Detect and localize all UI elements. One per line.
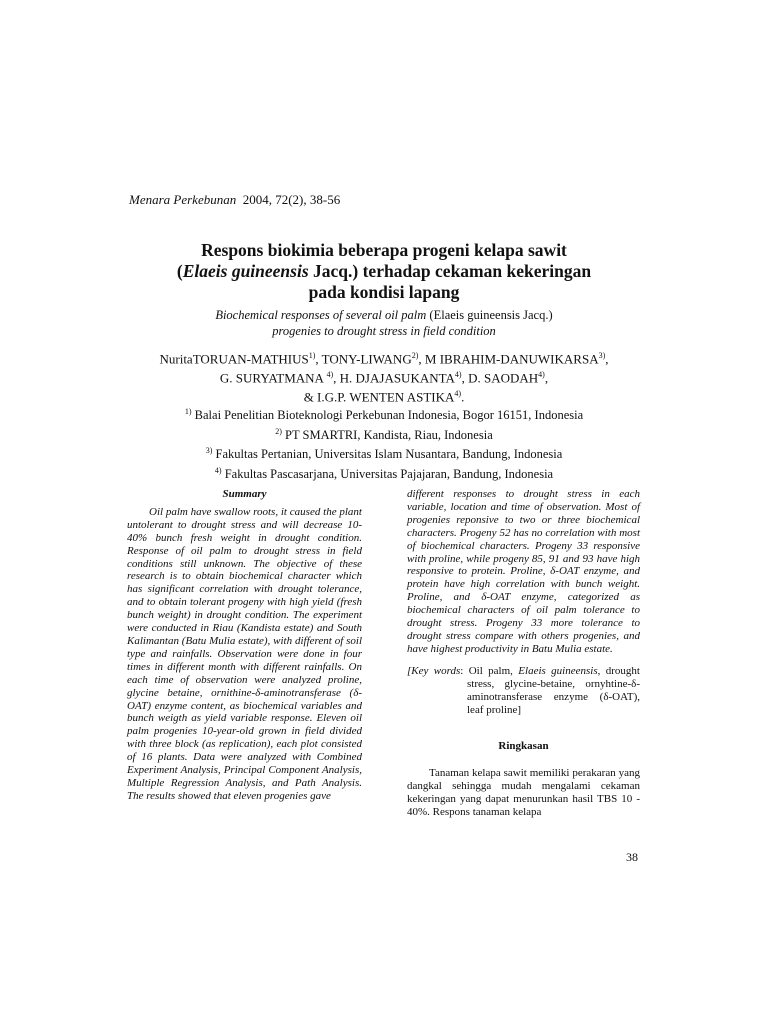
affiliation-4: $^{4)}$ Fakultas Pascasarjana, Universitas Pajajaran, Bandung, Indonesia [214, 465, 554, 482]
page-number: 38 [626, 850, 638, 864]
title-line-3: pada kondisi lapang [308, 282, 460, 302]
journal-citation [129, 192, 340, 208]
species-name: Elaeis guineensis [182, 261, 309, 281]
journal-name: Menara Perkebunan [129, 192, 237, 207]
english-title-line-2: progenies to drought stress in field condition [272, 323, 496, 338]
affiliation-2: $^{2)}$ PT SMARTRI, Kandista, Riau, Indonesia [275, 426, 493, 442]
ringkasan-text: Tanaman kelapa sawit memiliki perakaran yang dangkal sehingga mudah mengalami cekaman kekeringan yang dapat menurunkan hasil TBS 10 - 40%. Respons tanaman kelapa [407, 767, 640, 819]
title-line-2: (Elaeis guineensis Jacq.) terhadap cekaman kekeringan [176, 261, 592, 281]
ringkasan-heading: Ringkasan [498, 740, 549, 753]
english-title-line-1: Biochemical responses of several oil palm (Elaeis guineensis Jacq.) [215, 308, 553, 322]
author-list [80, 348, 688, 404]
affiliation-3: $^{3)}$ Fakultas Pertanian, Universitas Islam Nusantara, Bandung, Indonesia [205, 446, 563, 462]
paper-title [100, 240, 668, 303]
title-line-1: Respons biokimia beberapa progeni kelapa sawit [201, 240, 567, 260]
affiliation-1: $^{1)}$ Balai Penelitian Bioteknologi Perkebunan Indonesia, Bogor 16151, Indonesia [184, 407, 584, 423]
author-line-3: & I.G.P. WENTEN ASTIKA$^{4)}$. [303, 388, 465, 404]
summary-text-right: different responses to drought stress in each variable, location and time of observation. Most of progenies reponsive to two or three biochemical characters. Progeny 52 has no correlation with most of biochemical characters. Progeny 33 responsive with proline, while progeny 85, 91 and 93 have high responsive to protein. Proline, δ-OAT enzyme, and protein have high correlation with bunch weight. Proline, and δ-OAT enzyme, categorized as biochemical characters of oil palm tolerance to drought stress. Progeny 33 more tolerance to drought stress compare with others progenies, and have highest productivity in Batu Mulia estate. [407, 488, 640, 655]
journal-volume: 2004, 72(2), 38-56 [242, 192, 341, 207]
keywords: [Key words: Oil palm, Elaeis guineensis, drought stress, glycine-betaine, ornyhtine-δ-aminotransferase enzyme (δ-OAT), leaf proline] [407, 664, 640, 716]
summary-heading: Summary [222, 488, 267, 500]
english-title [100, 308, 668, 339]
right-column [407, 488, 640, 819]
author-line-1: NuritaTORUAN-MATHIUS$^{1)}$, TONY-LIWANG$^{2)}$, M IBRAHIM-DANUWIKARSA$^{3)}$, [159, 351, 609, 367]
affiliation-list [80, 404, 688, 483]
summary-text-left: Oil palm have swallow roots, it caused the plant untolerant to drought stress and will decrease 10-40% bunch fresh weight in drought condition. Response of oil palm to drought stress in field conditions still unknown. The objective of these research is to obtain biochemical character which has significant correlation with drought tolerance, and to obtain tolerant progeny with high yield (fresh bunch weight) in drought condition. The experiment were conducted in Riau (Kandista estate) and South Kalimantan (Batu Mulia estate), with different of soil type and rainfalls. Observation were done in four times in different month with different rainfalls. On each time of observation were analyzed proline, glycine betaine, ornithine-δ-aminotransferase (δ-OAT) enzyme content, as biochemical variables and bunch weigth as yield variable response. Eleven oil palm progenies 10-year-old grown in field divided with three block (as replication), each plot consisted of 16 plants. Data were analyzed with Combined Experiment Analysis, Principal Component Analysis, Multiple Regression Analysis, and Path Analysis. The results showed that eleven progenies gave [127, 505, 362, 802]
left-column [127, 488, 362, 803]
author-line-2: G. SURYATMANA $^{4)}$, H. DJAJASUKANTA$^{4)}$, D. SAODAH$^{4)}$, [219, 369, 549, 386]
